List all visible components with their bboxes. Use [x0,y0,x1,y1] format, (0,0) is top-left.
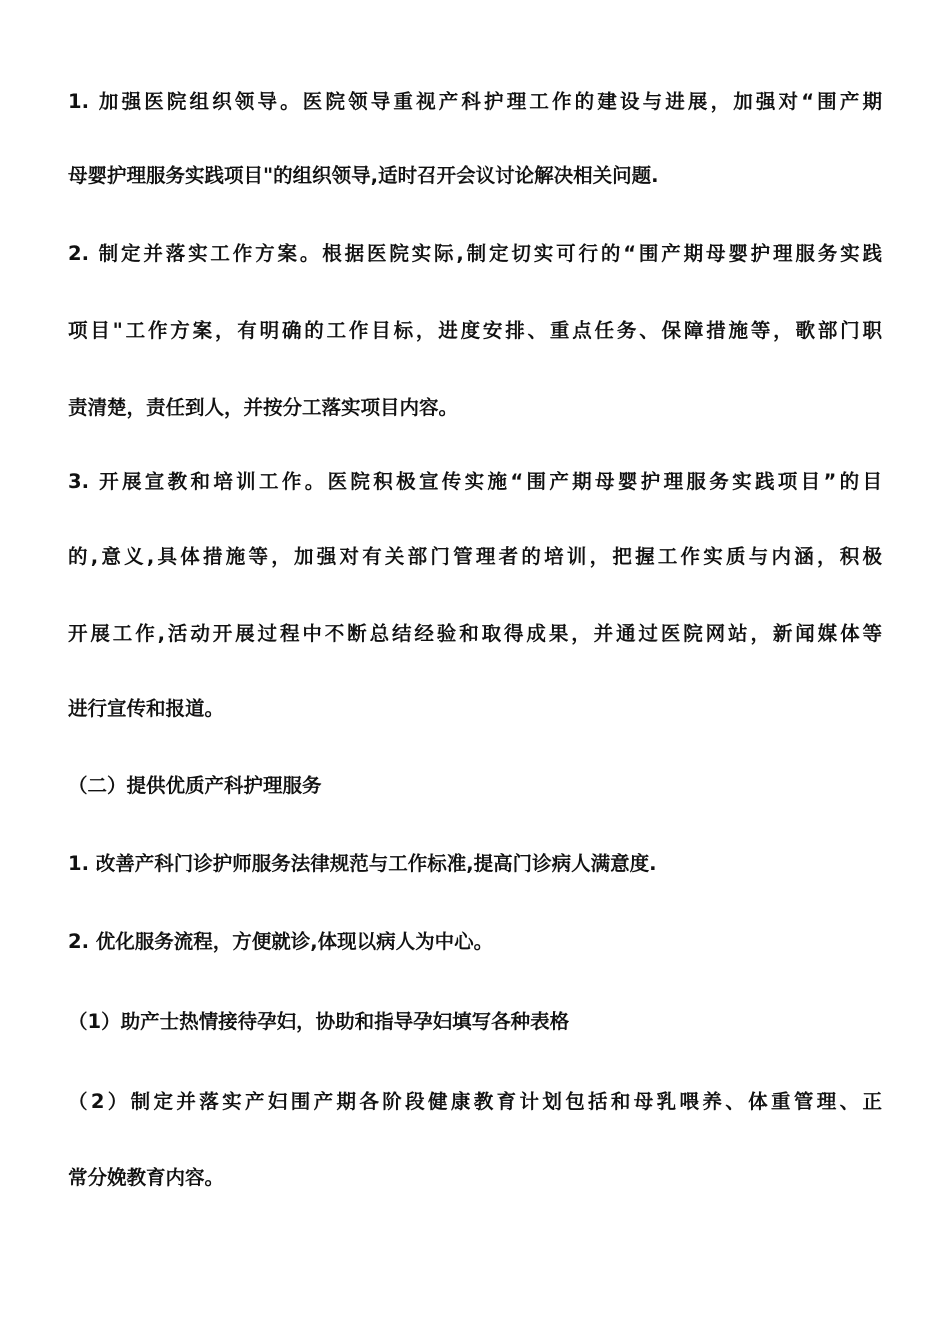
paragraph-3-line-2: 的,意义,具体措施等，加强对有关部门管理者的培训，把握工作实质与内涵，积极 [68,545,882,568]
sub-item-2-line-2: 常分娩教育内容。 [68,1166,225,1189]
item-1: 1. 改善产科门诊护师服务法律规范与工作标准,提高门诊病人满意度. [68,852,657,875]
paragraph-2-line-1: 2. 制定并落实工作方案。根据医院实际,制定切实可行的“围产期母婴护理服务实践 [68,242,882,265]
paragraph-2-line-2: 项目"工作方案，有明确的工作目标，进度安排、重点任务、保障措施等，歌部门职 [68,319,882,342]
paragraph-3-line-4: 进行宣传和报道。 [68,697,225,720]
section-heading: （二）提供优质产科护理服务 [68,774,322,797]
paragraph-3-line-3: 开展工作,活动开展过程中不断总结经验和取得成果，并通过医院网站，新闻媒体等 [68,622,882,645]
sub-item-1: （1）助产士热情接待孕妇，协助和指导孕妇填写各种表格 [68,1010,570,1033]
paragraph-1-line-2: 母婴护理服务实践项目"的组织领导,适时召开会议讨论解决相关问题. [68,164,659,187]
item-2: 2. 优化服务流程，方便就诊,体现以病人为中心。 [68,930,494,953]
paragraph-1-line-1: 1. 加强医院组织领导。医院领导重视产科护理工作的建设与进展，加强对“围产期 [68,90,882,113]
paragraph-3-line-1: 3. 开展宣教和培训工作。医院积极宣传实施“围产期母婴护理服务实践项目”的目 [68,470,882,493]
paragraph-2-line-3: 责清楚，责任到人，并按分工落实项目内容。 [68,396,459,419]
sub-item-2-line-1: （2）制定并落实产妇围产期各阶段健康教育计划包括和母乳喂养、体重管理、正 [68,1090,882,1113]
